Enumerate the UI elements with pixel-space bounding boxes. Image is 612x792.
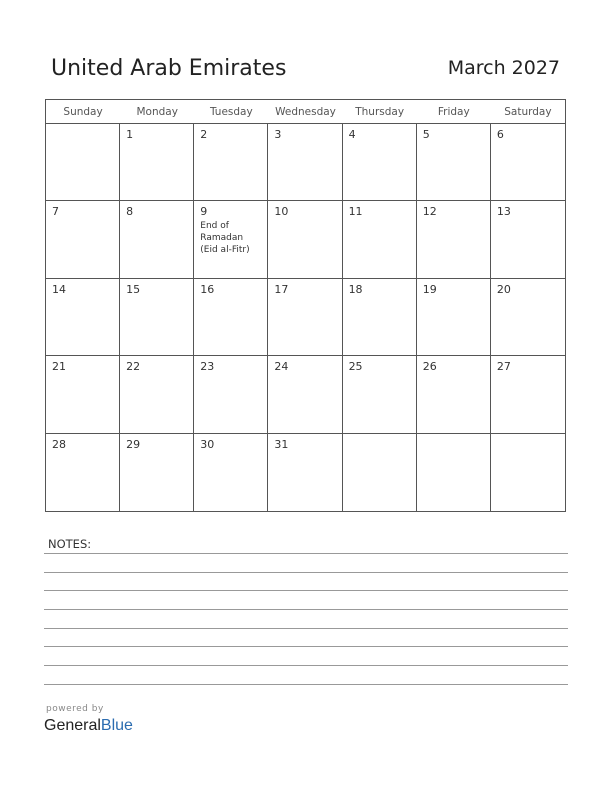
- day-cell: [417, 434, 491, 511]
- day-number: 30: [200, 437, 215, 451]
- weekday-header: Wednesday: [268, 100, 342, 124]
- day-number: 12: [422, 205, 437, 219]
- brand-general: General: [44, 717, 101, 734]
- day-number: 22: [126, 360, 141, 374]
- day-cell: [491, 201, 565, 278]
- day-number: 1: [126, 128, 134, 141]
- day-number: 8: [126, 205, 134, 219]
- day-number: 11: [348, 205, 363, 219]
- day-cell: [120, 356, 194, 433]
- day-cell: [343, 124, 417, 201]
- generalblue-logo[interactable]: [44, 717, 133, 735]
- day-cell: [120, 201, 194, 278]
- page-title: United Arab Emirates: [51, 56, 287, 81]
- day-cell: [46, 356, 120, 433]
- day-cell: [268, 434, 342, 511]
- note-line: [44, 609, 568, 610]
- day-cell: [268, 201, 342, 278]
- day-cell: [194, 201, 268, 278]
- day-number: 25: [348, 360, 363, 374]
- day-number: 5: [422, 128, 430, 141]
- day-number: 21: [52, 360, 66, 374]
- holiday-event: End of Ramadan (Eid al-Fitr): [200, 221, 250, 256]
- note-line: [44, 646, 568, 647]
- day-number: 16: [200, 282, 215, 296]
- day-cell: [194, 279, 268, 356]
- note-line: [44, 572, 568, 573]
- day-cell: [194, 356, 268, 433]
- day-cell: [120, 124, 194, 201]
- day-cell: [417, 279, 491, 356]
- day-cell: [46, 434, 120, 511]
- day-number: 26: [422, 360, 437, 374]
- note-line: [44, 590, 568, 591]
- day-number: 10: [274, 205, 289, 219]
- day-number: 6: [496, 128, 504, 141]
- day-number: 17: [274, 282, 289, 296]
- day-cell: [343, 356, 417, 433]
- day-cell: [46, 279, 120, 356]
- day-number: 20: [496, 282, 511, 296]
- day-cell: [194, 124, 268, 201]
- day-number: 27: [496, 360, 511, 374]
- day-cell: [268, 124, 342, 201]
- day-cell: [417, 201, 491, 278]
- day-cell: [268, 279, 342, 356]
- day-cell: [46, 201, 120, 278]
- day-cell: [491, 279, 565, 356]
- day-number: 3: [274, 128, 282, 141]
- day-number: 13: [496, 205, 511, 219]
- day-number: 29: [126, 437, 141, 451]
- weekday-header: Sunday: [46, 100, 120, 124]
- calendar-grid: [45, 99, 566, 512]
- day-number: 4: [348, 128, 356, 141]
- note-line: [44, 553, 568, 554]
- note-line: [44, 628, 568, 629]
- day-number: 31: [274, 437, 289, 451]
- weekday-header: Tuesday: [194, 100, 268, 124]
- notes-label: NOTES:: [48, 537, 92, 551]
- note-line: [44, 665, 568, 666]
- day-cell: [120, 279, 194, 356]
- day-number: 9: [200, 205, 208, 219]
- day-number: 14: [52, 282, 66, 296]
- day-number: 15: [126, 282, 141, 296]
- day-cell: [491, 434, 565, 511]
- weekday-header: Thursday: [343, 100, 417, 124]
- weekday-header: Saturday: [491, 100, 565, 124]
- day-cell: [268, 356, 342, 433]
- day-cell: [46, 124, 120, 201]
- day-cell: [343, 434, 417, 511]
- brand-blue: Blue: [100, 717, 133, 734]
- weekday-header: Friday: [417, 100, 491, 124]
- note-line: [44, 684, 568, 685]
- day-number: 7: [52, 205, 59, 219]
- day-cell: [491, 356, 565, 433]
- day-number: 18: [348, 282, 363, 296]
- day-cell: [194, 434, 268, 511]
- day-number: 28: [52, 437, 66, 451]
- day-number: 23: [200, 360, 215, 374]
- month-title: March 2027: [447, 57, 560, 79]
- powered-by-text: powered by: [46, 704, 104, 714]
- day-cell: [417, 124, 491, 201]
- day-number: 24: [274, 360, 289, 374]
- weekday-header: Monday: [120, 100, 194, 124]
- day-cell: [343, 279, 417, 356]
- day-cell: [417, 356, 491, 433]
- day-number: 19: [422, 282, 437, 296]
- day-cell: [343, 201, 417, 278]
- day-number: 2: [200, 128, 208, 141]
- day-cell: [491, 124, 565, 201]
- day-cell: [120, 434, 194, 511]
